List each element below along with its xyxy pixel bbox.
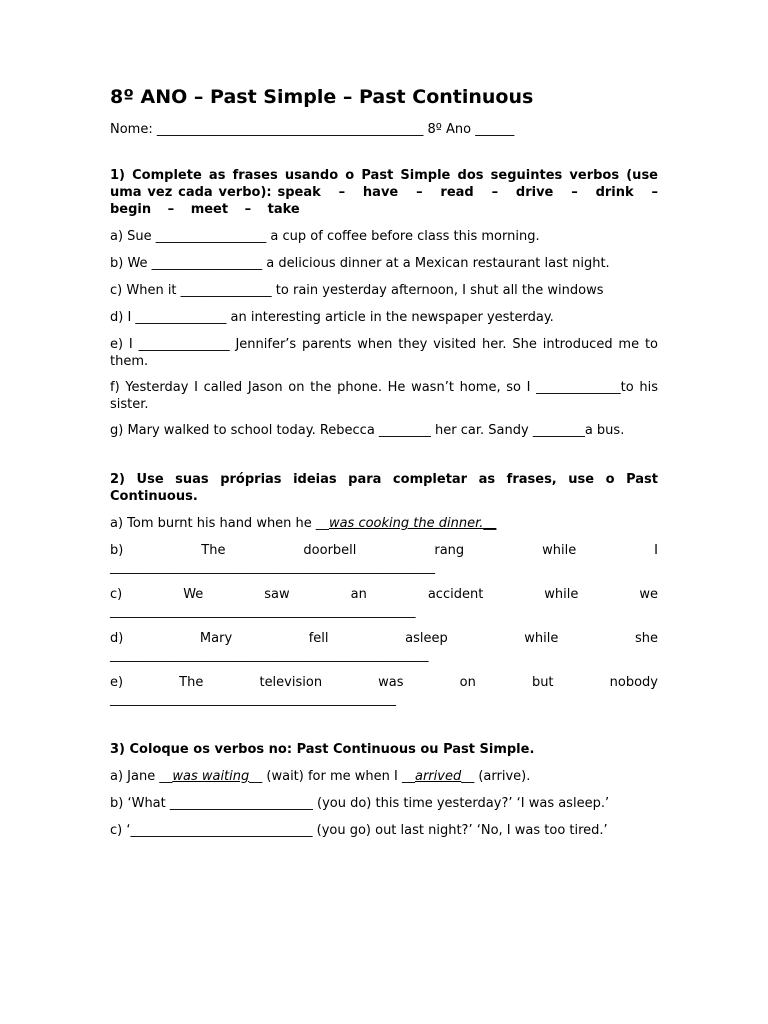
q2-b-blank: __________________________________________________: [110, 560, 435, 575]
q2-c-line: c) We saw an accident while we: [110, 587, 658, 602]
q2-item-c: [110, 586, 658, 620]
q1-item-g: g) Mary walked to school today. Rebecca ________ her car. Sandy ________a bus.: [110, 423, 625, 438]
question-1-instruction: 1) Complete as frases usando o Past Simple dos seguintes verbos (use uma vez cada verbo):: [110, 168, 658, 200]
q3-a-answer-1: was waiting: [172, 769, 250, 784]
q1-item-b: b) We _________________ a delicious dinner at a Mexican restaurant last night.: [110, 256, 610, 271]
q2-item-b: [110, 542, 658, 576]
q2-e-blank: ____________________________________________: [110, 692, 396, 707]
question-1: [110, 167, 658, 439]
q2-d-line: d) Mary fell asleep while she: [110, 631, 658, 646]
question-2-heading: 2) Use suas próprias ideias para completar as frases, use o Past Continuous.: [110, 472, 658, 504]
q3-a-mid: __ (wait) for me when I __: [249, 769, 415, 784]
q3-a-prefix: a) Jane __: [110, 769, 173, 784]
q1-item-a: a) Sue _________________ a cup of coffee before class this morning.: [110, 229, 540, 244]
page-title: 8º ANO – Past Simple – Past Continuous: [110, 86, 534, 108]
question-1-heading: [110, 167, 658, 218]
q2-item-a: [110, 515, 658, 532]
q1-item-d: d) I ______________ an interesting article in the newspaper yesterday.: [110, 310, 554, 325]
q3-item-a: [110, 768, 658, 785]
worksheet-page: [110, 85, 658, 839]
q2-a-prefix: a) Tom burnt his hand when he __: [110, 516, 329, 531]
question-3-heading: 3) Coloque os verbos no: Past Continuous ou Past Simple.: [110, 742, 535, 757]
name-line: Nome: _________________________________________ 8º Ano ______: [110, 122, 515, 137]
q2-item-d: [110, 630, 658, 664]
q3-item-c: c) ‘____________________________ (you go) out last night?’ ‘No, I was too tired.’: [110, 823, 608, 838]
q3-a-suffix: __ (arrive).: [461, 769, 531, 784]
q2-b-line: b) The doorbell rang while I: [110, 543, 658, 558]
q1-item-e: e) I ______________ Jennifer’s parents when they visited her. She introduced me to them.: [110, 337, 658, 369]
question-2: [110, 471, 658, 708]
q2-d-blank: _________________________________________________: [110, 648, 429, 663]
q2-e-line: e) The television was on but nobody: [110, 675, 658, 690]
q3-item-b: b) ‘What ______________________ (you do) this time yesterday?’ ‘I was asleep.’: [110, 796, 610, 811]
q2-item-e: [110, 674, 658, 708]
q2-a-answer: was cooking the dinner.: [328, 516, 484, 531]
q2-c-blank: _______________________________________________: [110, 604, 416, 619]
q1-item-f: f) Yesterday I called Jason on the phone. He wasn’t home, so I _____________to his sister.: [110, 380, 658, 412]
question-3: [110, 741, 658, 839]
q3-a-answer-2: arrived: [415, 769, 462, 784]
q1-item-c: c) When it ______________ to rain yesterday afternoon, I shut all the windows: [110, 283, 604, 298]
verb-list: speak – have – read – drive – drink – begin – meet – take: [110, 185, 658, 217]
q2-a-suffix: __: [483, 516, 497, 531]
